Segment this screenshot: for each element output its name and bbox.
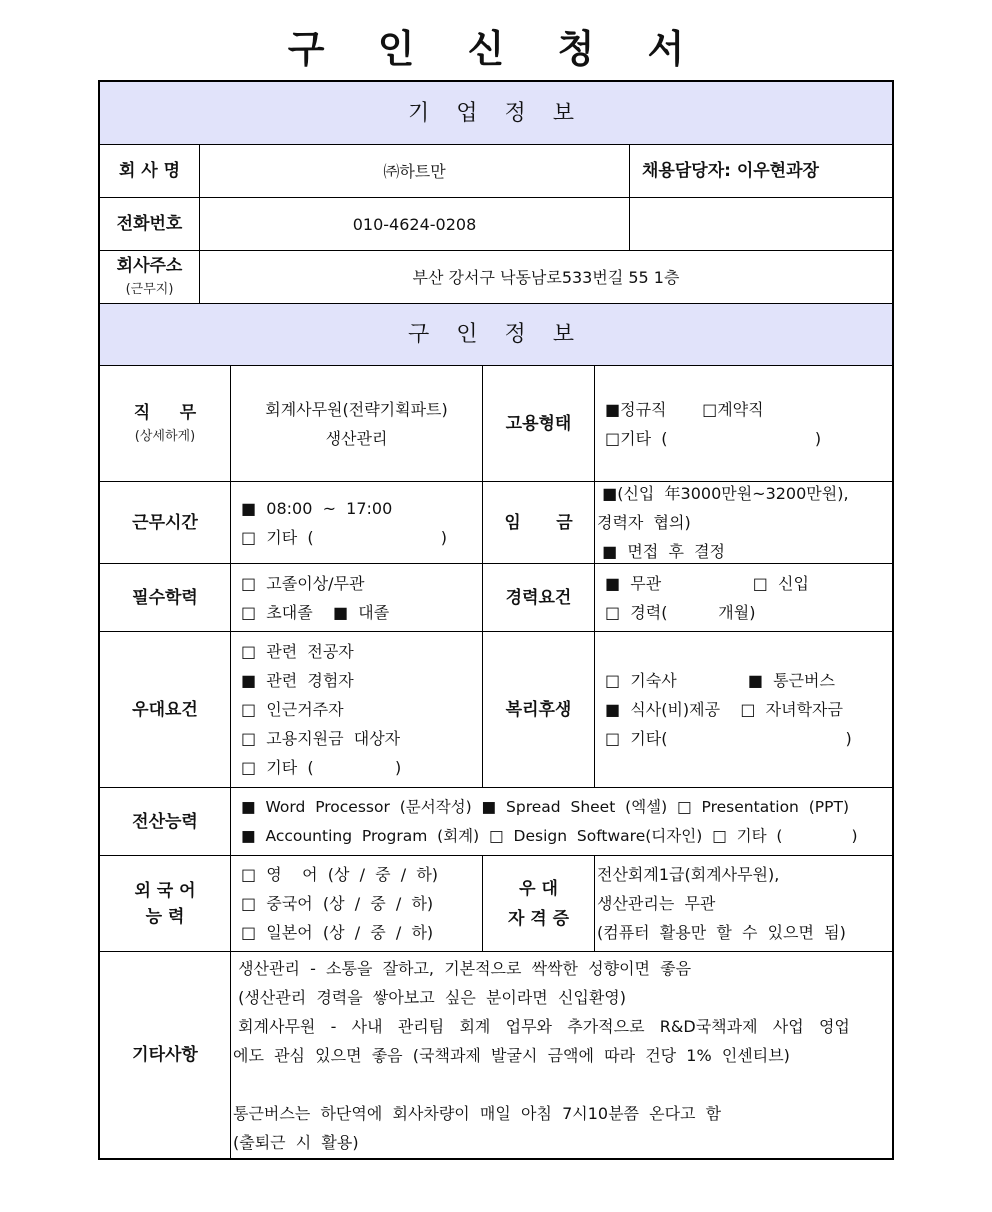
other-notes-line: 통근버스는 하단역에 회사차량이 매일 아침 7시10분쯤 온다고 함 [233,1103,722,1123]
other-notes-line: (생산관리 경력을 쌓아보고 싶은 분이라면 신입환영) [233,987,627,1007]
preference-line: ■ 관련 경험자 [241,671,354,690]
other-notes-line: 에도 관심 있으면 좋음 (국책과제 발굴시 금액에 따라 건당 1% 인센티브) [233,1045,790,1065]
phone-value: 010-4624-0208 [200,198,630,251]
computer-skill-line: ■ Accounting Program (회계) □ Design Software(디자인) □ 기타 ( ) [241,826,858,845]
certificate-line: 전산회계1급(회계사무원), [597,865,780,884]
computer-skill-label [100,788,231,856]
welfare-line: □ 기타( ) [605,729,852,748]
education-label [100,564,231,632]
duty-line: 회계사무원(전략기획파트) [265,399,448,419]
employment-option-line: ■정규직 □계약직 [605,399,764,419]
language-line: □ 중국어 (상 / 중 / 하) [241,894,434,913]
wage-line: ■(신입 年3000만원~3200만원), [597,484,849,503]
company-name-value: ㈜하트만 [200,145,630,198]
phone-extra-cell [630,198,892,251]
employment-value [595,366,892,482]
address-sub-label: (근무지) [125,282,174,297]
address-value: 부산 강서구 낙동남로533번길 55 1층 [200,251,892,304]
duty-value [231,366,483,482]
career-line: ■ 무관 □ 신입 [605,573,809,593]
duty-label [100,366,231,482]
computer-skill-label-text: 전산능력 [132,811,198,832]
company-name-label-text: 회 사 명 [118,161,181,181]
address-label-text: 회사주소 [116,256,183,276]
welfare-line: □ 기숙사 ■ 통근버스 [605,671,835,690]
employment-label [483,366,595,482]
welfare-line: ■ 식사(비)제공 □ 자녀학자금 [605,700,843,719]
language-line: □ 영 어 (상 / 중 / 하) [241,865,439,884]
language-label-text-2: 능 력 [145,906,185,927]
preference-label-text: 우대요건 [132,699,198,720]
duty-label-text: 직 무 [133,402,197,423]
company-name-label [100,145,200,198]
preference-line: □ 관련 전공자 [241,642,354,661]
certificate-label [483,856,595,952]
job-info-header: 구 인 정 보 [100,304,892,366]
welfare-label-text: 복리후생 [505,699,572,720]
duty-sub-label: (상세하게) [134,428,196,444]
address-label [100,251,200,304]
preference-line: □ 기타 ( ) [241,758,402,777]
hours-label-text: 근무시간 [132,512,198,533]
other-notes-label-text: 기타사항 [132,1045,198,1065]
preference-label [100,632,231,788]
phone-label-text: 전화번호 [116,214,183,234]
wage-label-text: 임 금 [504,512,573,533]
education-label-text: 필수학력 [132,587,198,608]
duty-line: 생산관리 [325,428,388,448]
education-value [231,564,483,632]
hours-value [231,482,483,564]
other-notes-value [231,952,892,1158]
preference-line: □ 고용지원금 대상자 [241,729,401,748]
page-title: 구 인 신 청 서 [287,27,705,71]
other-notes-label [100,952,231,1158]
wage-line: ■ 면접 후 결정 [597,542,725,561]
certificate-label-text-1: 우 대 [519,878,558,899]
hours-line: □ 기타 ( ) [241,527,448,547]
welfare-value [595,632,892,788]
employment-option-line: □기타 ( ) [605,428,822,448]
phone-label [100,198,200,251]
certificate-line: (컴퓨터 활용만 할 수 있으면 됨) [597,923,846,942]
wage-label [483,482,595,564]
preference-value [231,632,483,788]
application-form [98,80,894,1160]
wage-value [595,482,892,564]
certificate-value [595,856,892,952]
career-label-text: 경력요건 [505,587,572,608]
language-label-text-1: 외 국 어 [134,880,196,901]
other-notes-line: 회계사무원 - 사내 관리팀 회계 업무와 추가적으로 R&D국책과제 사업 영업 [233,1016,850,1036]
language-label [100,856,231,952]
company-info-header: 기 업 정 보 [100,82,892,145]
language-value [231,856,483,952]
language-line: □ 일본어 (상 / 중 / 하) [241,923,434,942]
career-value [595,564,892,632]
recruiter-contact: 채용담당자: 이우현과장 [630,145,892,198]
computer-skill-line: ■ Word Processor (문서작성) ■ Spread Sheet (엑셀) □ Presentation (PPT) [241,797,849,816]
preference-line: □ 인근거주자 [241,700,344,719]
employment-label-text: 고용형태 [505,413,572,434]
hours-label [100,482,231,564]
welfare-label [483,632,595,788]
hours-line: ■ 08:00 ~ 17:00 [241,498,393,518]
certificate-label-text-2: 자 격 증 [507,908,570,929]
computer-skill-value [231,788,892,856]
education-line: □ 고졸이상/무관 [241,573,365,593]
other-notes-line: (출퇴근 시 활용) [233,1132,359,1152]
education-line: □ 초대졸 ■ 대졸 [241,602,390,622]
other-notes-blank-line [233,1070,892,1099]
career-label [483,564,595,632]
other-notes-line: 생산관리 - 소통을 잘하고, 기본적으로 싹싹한 성향이면 좋음 [233,958,692,978]
career-line: □ 경력( 개월) [605,602,756,622]
certificate-line: 생산관리는 무관 [597,894,716,913]
wage-line: 경력자 협의) [597,513,691,532]
